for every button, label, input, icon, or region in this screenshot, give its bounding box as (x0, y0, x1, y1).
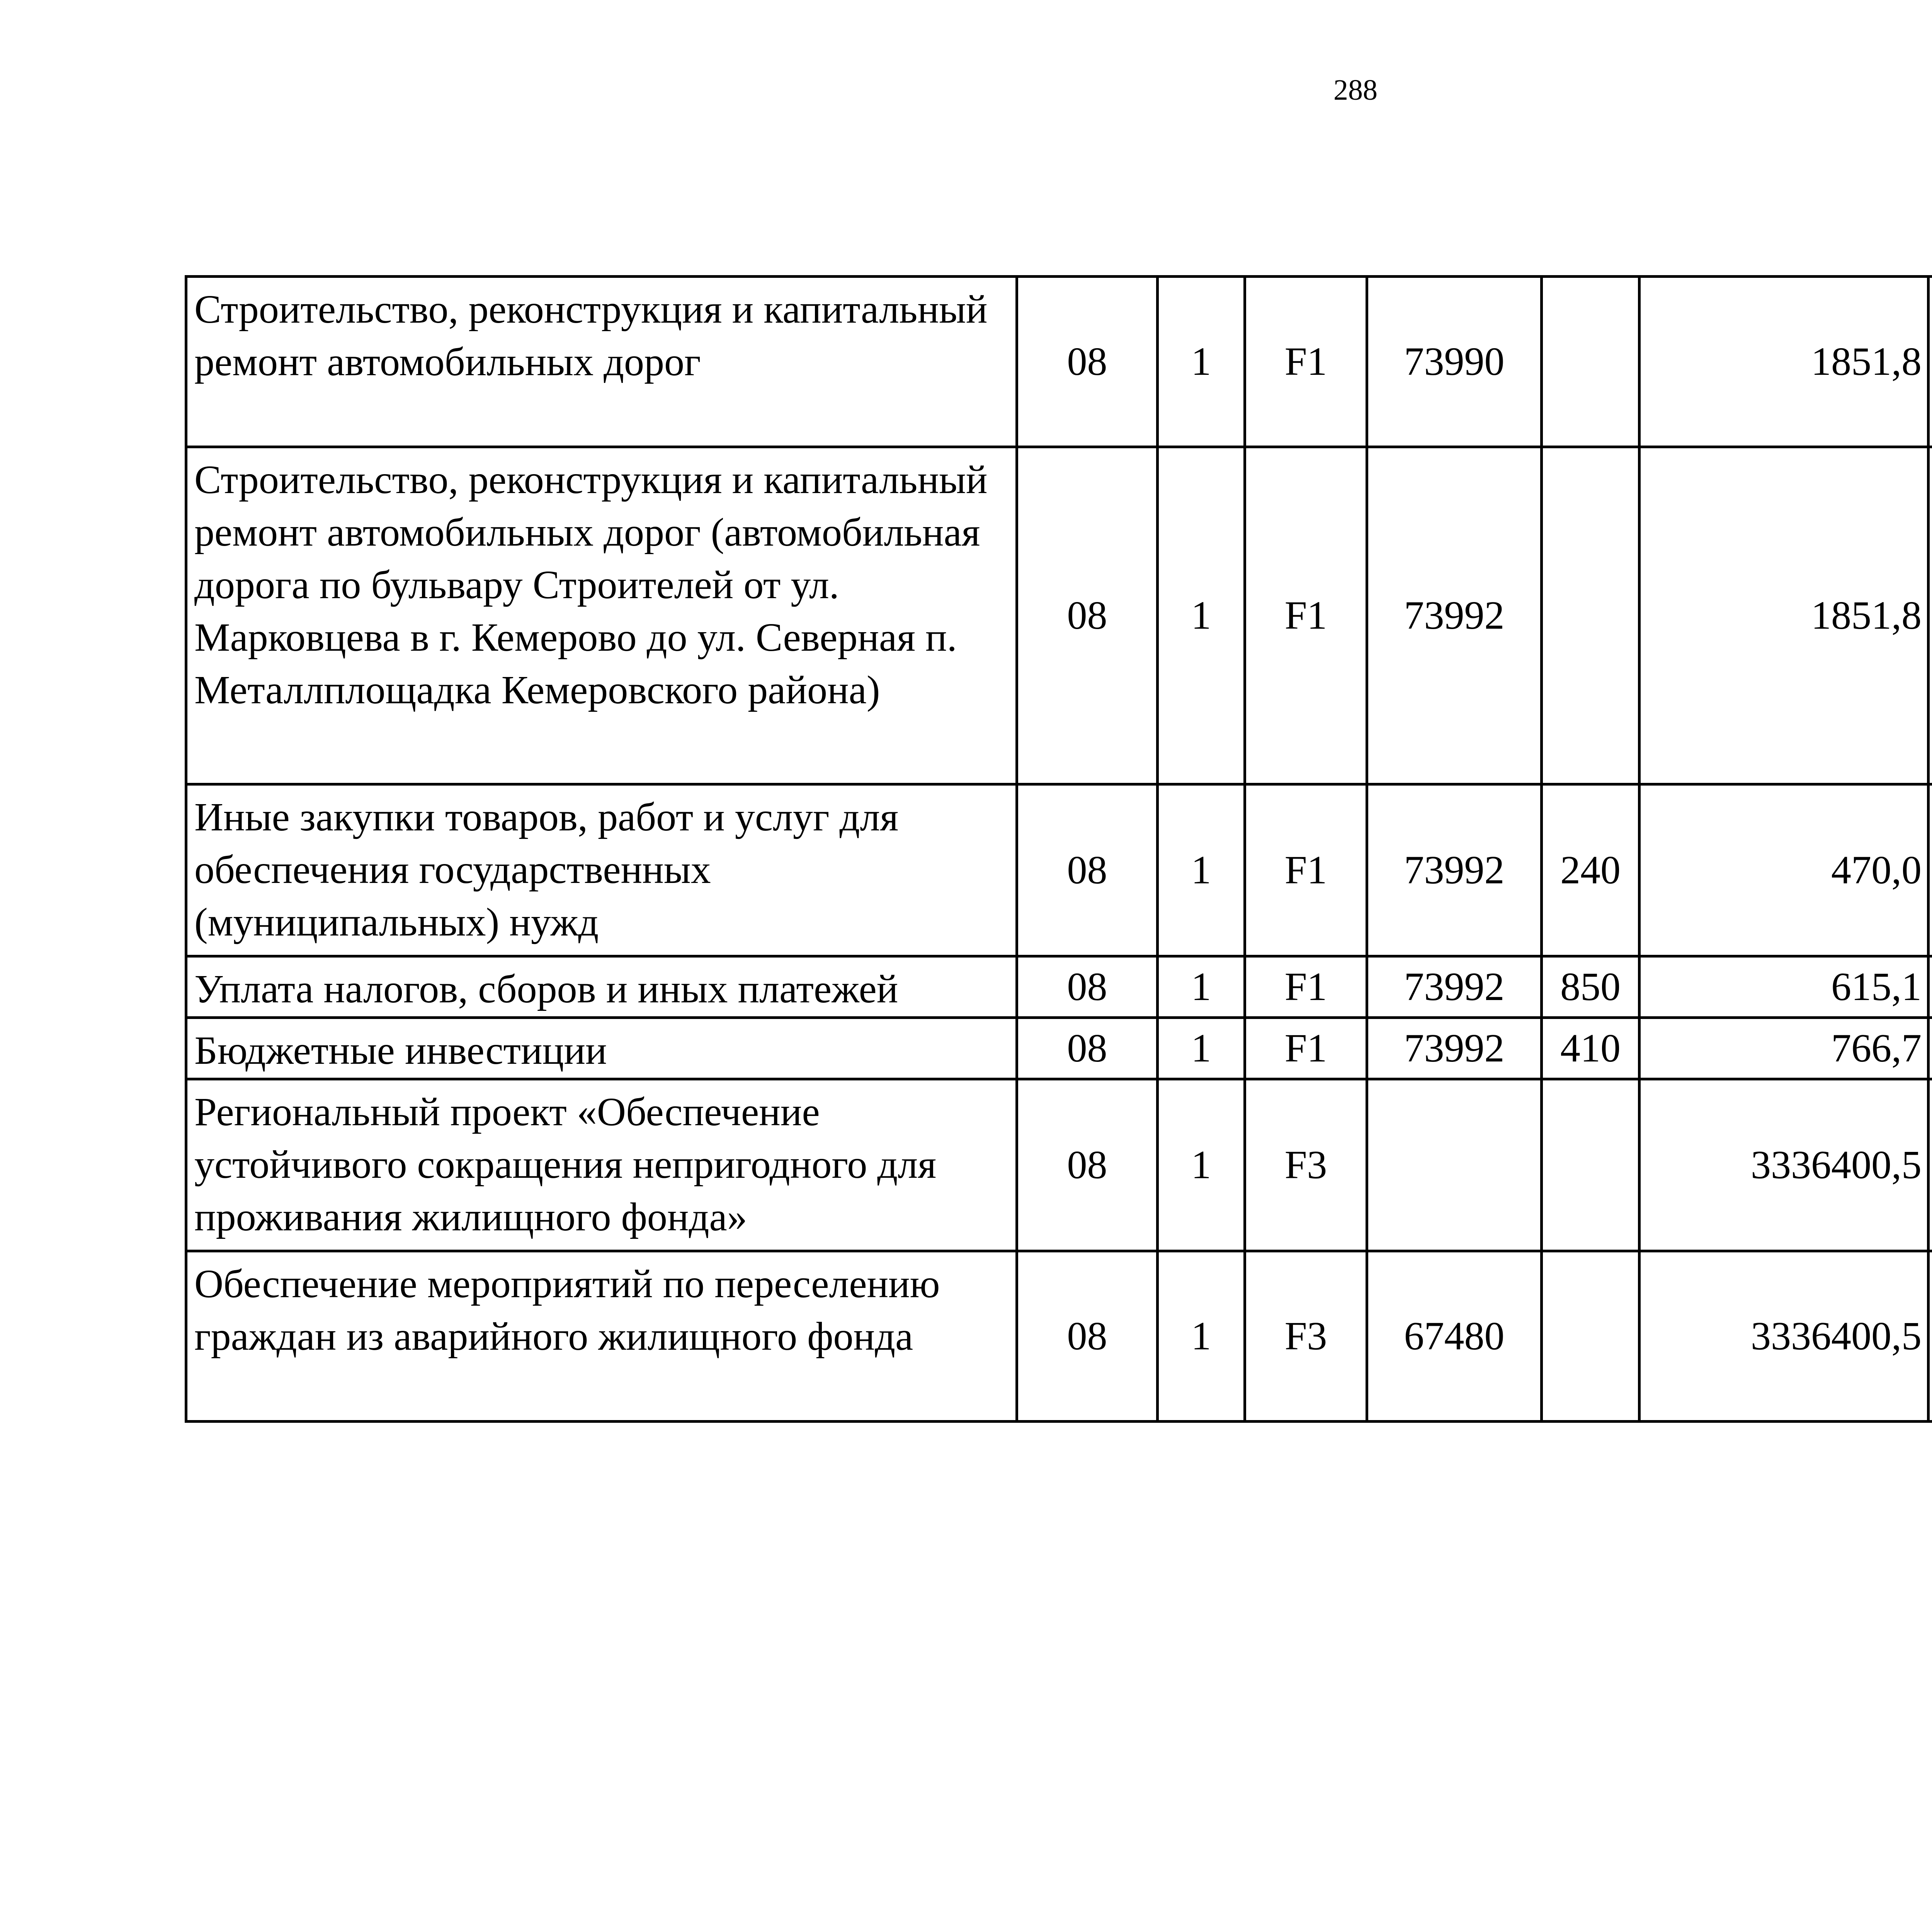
amount-1-cell: 3336400,5 (1639, 1251, 1929, 1422)
amount-1-cell: 3336400,5 (1639, 1079, 1929, 1251)
amount-2-cell (1929, 277, 1932, 447)
table-row (186, 447, 1932, 784)
program-cell: F1 (1245, 1018, 1367, 1079)
amount-1-cell: 1851,8 (1639, 447, 1929, 784)
table-row (186, 277, 1932, 447)
program-cell: F3 (1245, 1251, 1367, 1422)
expense-type-cell (1542, 277, 1639, 447)
subsection-cell: 1 (1158, 1018, 1245, 1079)
amount-2-cell (1929, 1018, 1932, 1079)
subsection-cell: 1 (1158, 1079, 1245, 1251)
amount-2-cell (1929, 447, 1932, 784)
amount-1-cell: 470,0 (1639, 784, 1929, 956)
expense-type-cell: 850 (1542, 956, 1639, 1018)
program-cell: F1 (1245, 277, 1367, 447)
amount-1-cell: 766,7 (1639, 1018, 1929, 1079)
amount-2-cell (1929, 1251, 1932, 1422)
table-row (186, 784, 1932, 956)
section-cell: 08 (1017, 1079, 1158, 1251)
amount-2-cell (1929, 784, 1932, 956)
direction-code-cell (1367, 1079, 1542, 1251)
section-cell: 08 (1017, 784, 1158, 956)
expense-type-cell (1542, 1251, 1639, 1422)
subsection-cell: 1 (1158, 1251, 1245, 1422)
program-cell: F3 (1245, 1079, 1367, 1251)
expense-type-cell (1542, 447, 1639, 784)
section-cell: 08 (1017, 1018, 1158, 1079)
direction-code-cell: 73992 (1367, 447, 1542, 784)
direction-code-cell: 73992 (1367, 956, 1542, 1018)
amount-2-cell (1929, 1079, 1932, 1251)
section-cell: 08 (1017, 447, 1158, 784)
row-name: Уплата налогов, сборов и иных платежей (186, 956, 1017, 1018)
table-row (186, 956, 1932, 1018)
amount-1-cell: 1851,8 (1639, 277, 1929, 447)
direction-code-cell: 73992 (1367, 1018, 1542, 1079)
amount-1-cell: 615,1 (1639, 956, 1929, 1018)
section-cell: 08 (1017, 956, 1158, 1018)
program-cell: F1 (1245, 784, 1367, 956)
expense-type-cell (1542, 1079, 1639, 1251)
table-row (186, 1251, 1932, 1422)
program-cell: F1 (1245, 447, 1367, 784)
subsection-cell: 1 (1158, 277, 1245, 447)
subsection-cell: 1 (1158, 784, 1245, 956)
amount-2-cell (1929, 956, 1932, 1018)
subsection-cell: 1 (1158, 956, 1245, 1018)
expense-type-cell: 410 (1542, 1018, 1639, 1079)
row-name: Бюджетные инвестиции (186, 1018, 1017, 1079)
program-cell: F1 (1245, 956, 1367, 1018)
section-cell: 08 (1017, 277, 1158, 447)
table-row (186, 1079, 1932, 1251)
direction-code-cell: 73990 (1367, 277, 1542, 447)
direction-code-cell: 73992 (1367, 784, 1542, 956)
row-name: Иные закупки товаров, работ и услуг для обеспечения государственных (муниципальных) нужд (186, 784, 1017, 956)
subsection-cell: 1 (1158, 447, 1245, 784)
direction-code-cell: 67480 (1367, 1251, 1542, 1422)
expense-type-cell: 240 (1542, 784, 1639, 956)
row-name: Обеспечение мероприятий по переселению граждан из аварийного жилищного фонда (186, 1251, 1017, 1422)
section-cell: 08 (1017, 1251, 1158, 1422)
page-number: 288 (1333, 74, 1378, 106)
row-name: Региональный проект «Обеспечение устойчивого сокращения непригодного для проживания жилищного фонда» (186, 1079, 1017, 1251)
row-name: Строительство, реконструкция и капитальный ремонт автомобильных дорог (автомобильная дорога по бульвару Строителей от ул. Марковцева в г. Кемерово до ул. Северная п. Металлплощадка Кемеровского района) (186, 447, 1017, 784)
row-name: Строительство, реконструкция и капитальный ремонт автомобильных дорог (186, 277, 1017, 447)
table-row (186, 1018, 1932, 1079)
budget-table (185, 275, 1932, 1423)
